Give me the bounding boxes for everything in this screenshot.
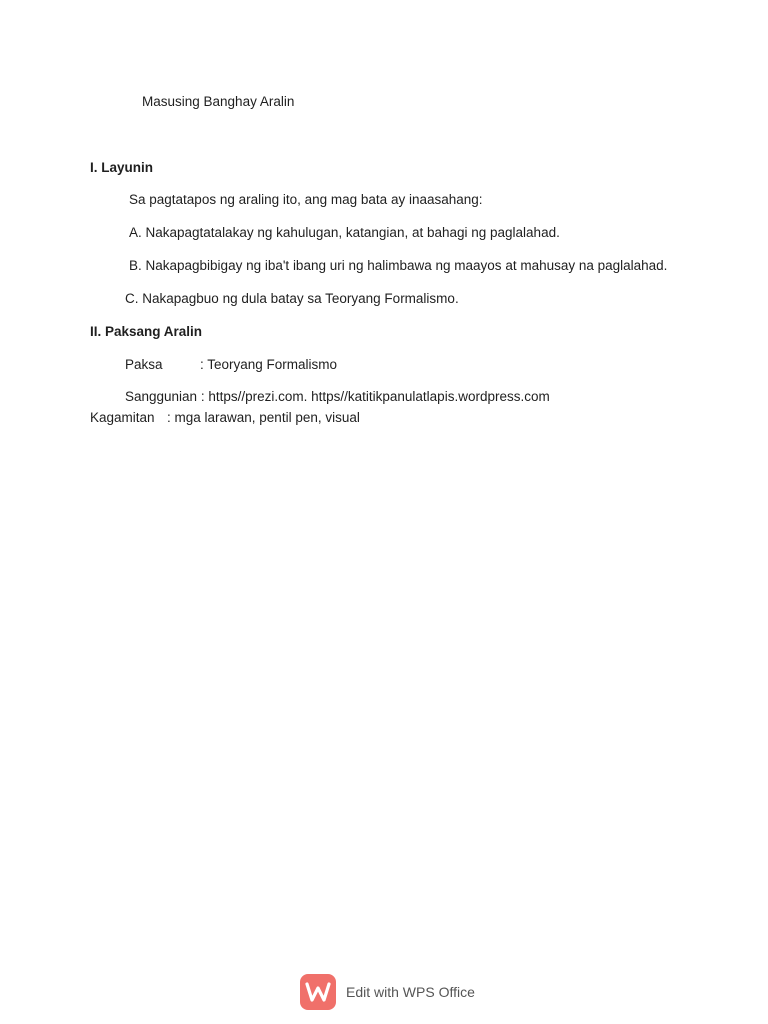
- paksa-label: Paksa: [125, 357, 163, 372]
- kagamitan-value: : mga larawan, pentil pen, visual: [167, 410, 360, 425]
- objective-item: B. Nakapagbibigay ng iba't ibang uri ng halimbawa ng maayos at mahusay na paglalahad.: [129, 258, 668, 273]
- layunin-intro: Sa pagtatapos ng araling ito, ang mag bata ay inaasahang:: [129, 192, 483, 207]
- wps-logo-icon: [300, 974, 336, 1010]
- wps-footer-text: Edit with WPS Office: [346, 984, 475, 1000]
- edit-with-wps-button[interactable]: [300, 974, 475, 1010]
- section-heading-layunin: I. Layunin: [90, 160, 154, 175]
- sanggunian-line: Sanggunian : https//prezi.com. https//katitikpanulatlapis.wordpress.com: [125, 389, 550, 404]
- objective-item: C. Nakapagbuo ng dula batay sa Teoryang Formalismo.: [125, 291, 459, 306]
- kagamitan-label: Kagamitan: [90, 410, 155, 425]
- section-heading-paksang-aralin: II. Paksang Aralin: [90, 324, 203, 339]
- paksa-value: : Teoryang Formalismo: [200, 357, 338, 372]
- objective-item: A. Nakapagtatalakay ng kahulugan, katangian, at bahagi ng paglalahad.: [129, 225, 560, 240]
- document-title: Masusing Banghay Aralin: [142, 94, 295, 109]
